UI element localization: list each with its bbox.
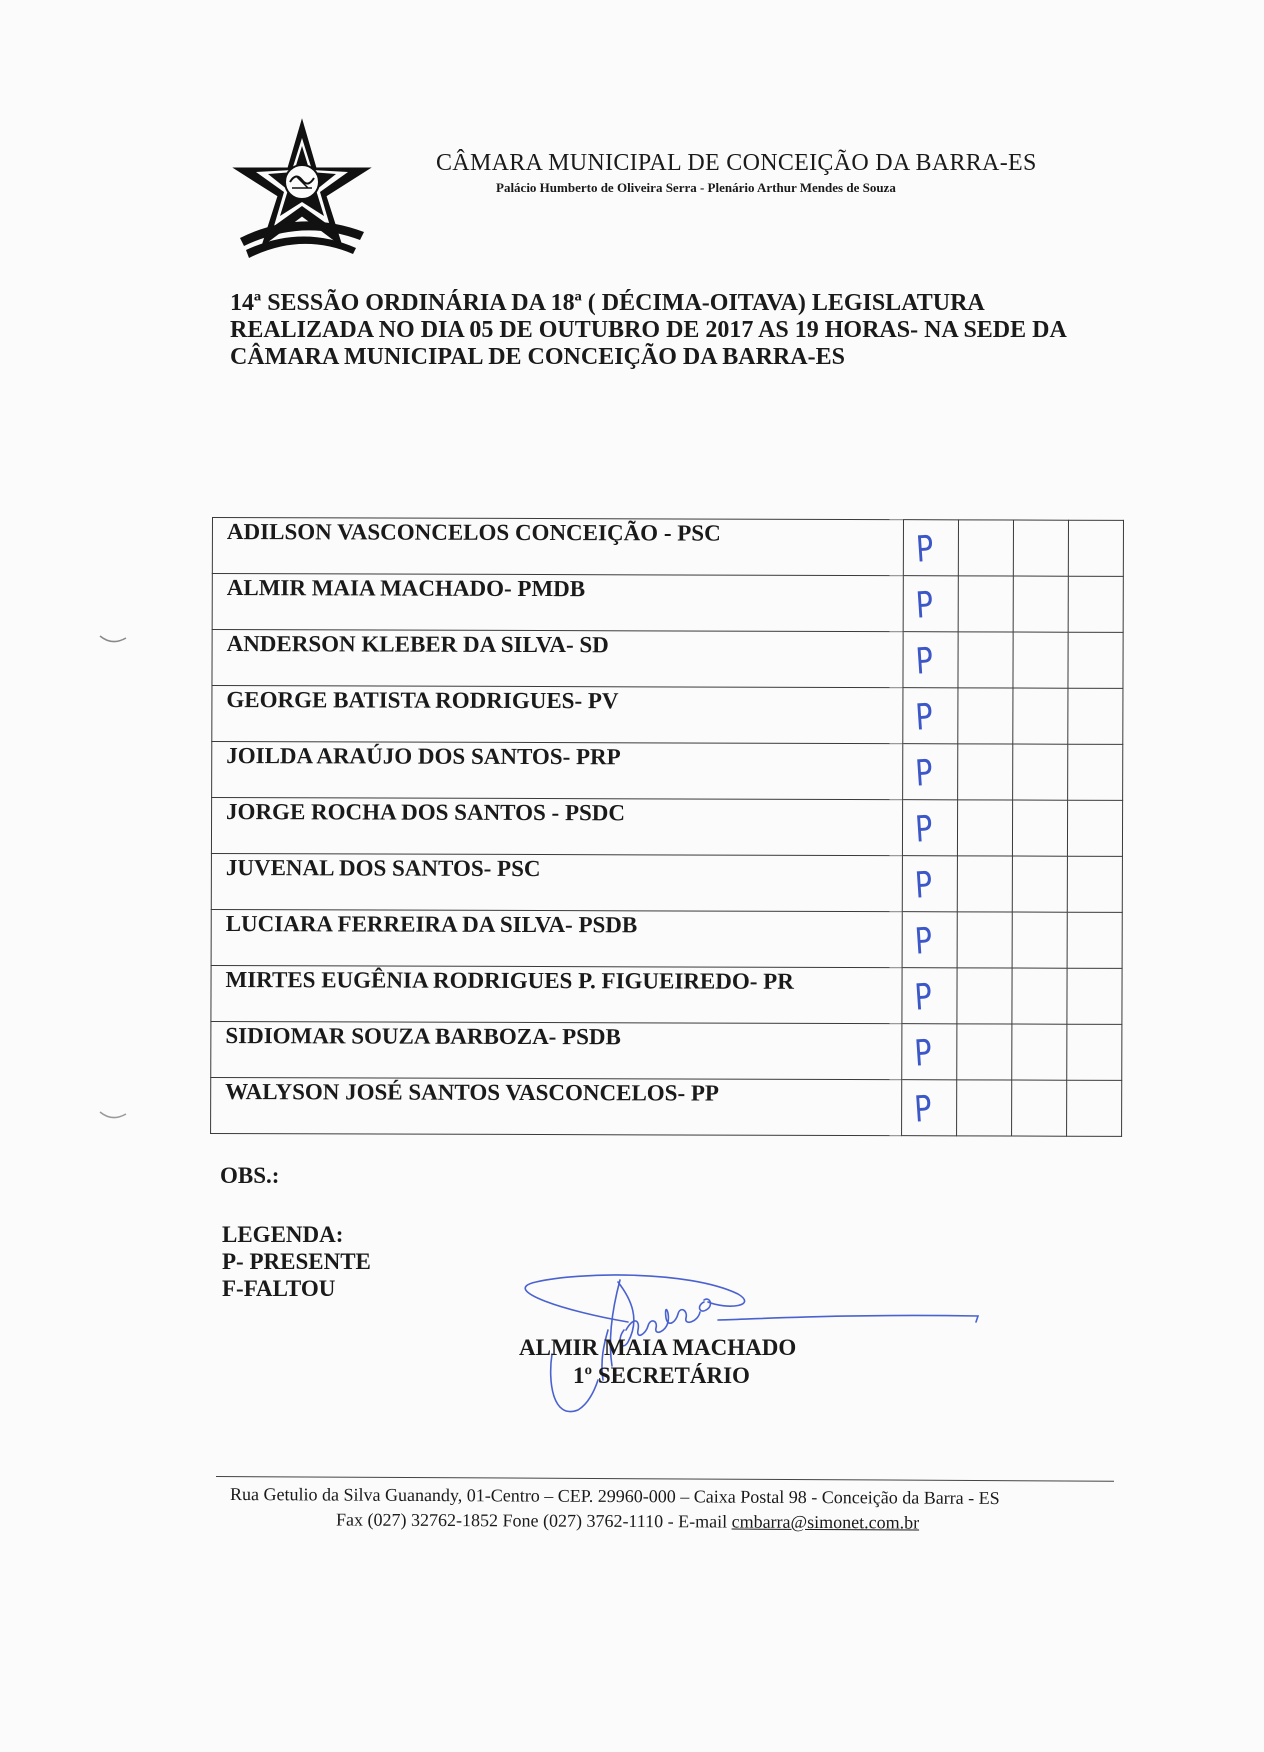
empty-mark-cell <box>958 520 1013 576</box>
handwritten-mark: P <box>913 752 935 795</box>
handwritten-mark: P <box>914 584 935 627</box>
obs-label: OBS.: <box>220 1163 280 1188</box>
member-name: LUCIARA FERREIRA DA SILVA- PSDB <box>225 911 638 938</box>
handwritten-mark: P <box>913 808 934 851</box>
legend-present: P- PRESENTE <box>222 1249 371 1274</box>
empty-mark-cell <box>1013 744 1068 800</box>
attendance-row <box>212 630 1123 689</box>
empty-mark-cell <box>1012 968 1067 1024</box>
member-name-cell <box>211 965 902 1023</box>
attendance-mark-cell <box>903 520 958 576</box>
member-name: JORGE ROCHA DOS SANTOS - PSDC <box>226 799 626 826</box>
attendance-mark-cell <box>902 856 957 912</box>
attendance-row <box>211 965 1122 1024</box>
member-name: ADILSON VASCONCELOS CONCEIÇÃO - PSC <box>226 519 721 546</box>
attendance-mark-cell <box>903 744 958 800</box>
municipal-emblem-icon <box>232 118 372 258</box>
session-heading <box>230 290 1110 371</box>
member-name-cell <box>211 909 902 967</box>
empty-mark-cell <box>958 632 1013 688</box>
empty-mark-cell <box>1067 968 1122 1024</box>
attendance-row <box>211 798 1122 857</box>
footer-email-link[interactable]: cmbarra@simonet.com.br <box>731 1511 920 1533</box>
member-name-cell <box>212 742 903 800</box>
signatory-role: 1º SECRETÁRIO <box>573 1363 750 1388</box>
empty-mark-cell <box>1013 632 1068 688</box>
empty-mark-cell <box>1068 632 1123 688</box>
handwritten-mark: P <box>914 696 935 739</box>
empty-mark-cell <box>1068 520 1123 576</box>
empty-mark-cell <box>1012 800 1067 856</box>
attendance-table <box>210 517 1124 1137</box>
attendance-mark-cell <box>903 688 958 744</box>
handwritten-mark: P <box>913 920 934 963</box>
empty-mark-cell <box>1012 912 1067 968</box>
empty-mark-cell <box>1013 520 1068 576</box>
empty-mark-cell <box>1067 912 1122 968</box>
member-name: SIDIOMAR SOUZA BARBOZA- PSDB <box>225 1023 621 1050</box>
empty-mark-cell <box>1012 1024 1067 1080</box>
empty-mark-cell <box>957 800 1012 856</box>
member-name-cell <box>212 574 903 632</box>
institution-subtitle: Palácio Humberto de Oliveira Serra - Plenário Arthur Mendes de Souza <box>496 180 896 195</box>
member-name-cell <box>211 1021 902 1079</box>
attendance-mark-cell <box>903 576 958 632</box>
member-name: GEORGE BATISTA RODRIGUES- PV <box>226 687 619 714</box>
legend <box>222 1221 371 1302</box>
empty-mark-cell <box>1013 688 1068 744</box>
footer-contact-text: Fax (027) 32762-1852 Fone (027) 3762-1110 - E-mail <box>335 1509 732 1532</box>
member-name: WALYSON JOSÉ SANTOS VASCONCELOS- PP <box>225 1079 720 1106</box>
punch-hole-mark-icon <box>98 632 128 652</box>
session-line-2: REALIZADA NO DIA 05 DE OUTUBRO DE 2017 AS 19 HORAS- NA SEDE DA <box>230 317 1067 343</box>
handwritten-mark: P <box>912 1088 933 1131</box>
empty-mark-cell <box>958 688 1013 744</box>
footer-address: Rua Getulio da Silva Guanandy, 01-Centro – CEP. 29960-000 – Caixa Postal 98 - Conceição da Barra - ES <box>229 1483 1000 1509</box>
member-name-cell <box>211 853 902 911</box>
institution-name: CÂMARA MUNICIPAL DE CONCEIÇÃO DA BARRA-ES <box>436 150 1037 176</box>
empty-mark-cell <box>957 912 1012 968</box>
member-name: JUVENAL DOS SANTOS- PSC <box>225 855 541 882</box>
signatory-name: ALMIR MAIA MACHADO <box>519 1335 797 1360</box>
empty-mark-cell <box>1067 856 1122 912</box>
member-name-cell <box>212 518 903 576</box>
empty-mark-cell <box>957 1080 1012 1136</box>
attendance-row <box>212 518 1123 577</box>
handwritten-mark: P <box>913 1032 934 1075</box>
handwritten-mark: P <box>914 640 935 683</box>
empty-mark-cell <box>958 576 1013 632</box>
empty-mark-cell <box>957 856 1012 912</box>
attendance-row <box>212 686 1123 745</box>
member-name-cell <box>211 1077 902 1135</box>
attendance-row <box>211 909 1122 968</box>
attendance-mark-cell <box>902 968 957 1024</box>
empty-mark-cell <box>1012 856 1067 912</box>
session-line-3: CÂMARA MUNICIPAL DE CONCEIÇÃO DA BARRA-ES <box>230 344 845 370</box>
attendance-mark-cell <box>902 1024 957 1080</box>
empty-mark-cell <box>1068 744 1123 800</box>
member-name-cell <box>212 686 903 744</box>
member-name: ANDERSON KLEBER DA SILVA- SD <box>226 631 609 658</box>
attendance-row <box>211 853 1122 912</box>
empty-mark-cell <box>957 1024 1012 1080</box>
attendance-row <box>212 574 1123 633</box>
empty-mark-cell <box>1013 576 1068 632</box>
legend-absent: F-FALTOU <box>222 1276 336 1301</box>
attendance-mark-cell <box>902 800 957 856</box>
handwritten-mark: P <box>913 976 934 1019</box>
attendance-row <box>212 742 1123 801</box>
empty-mark-cell <box>1067 1080 1122 1136</box>
empty-mark-cell <box>1068 688 1123 744</box>
footer-contact <box>336 1509 919 1533</box>
member-name: ALMIR MAIA MACHADO- PMDB <box>226 575 586 602</box>
empty-mark-cell <box>1067 1024 1122 1080</box>
handwritten-mark: P <box>913 864 934 907</box>
attendance-mark-cell <box>903 632 958 688</box>
member-name-cell <box>212 630 903 688</box>
member-name: MIRTES EUGÊNIA RODRIGUES P. FIGUEIREDO- PR <box>225 967 794 994</box>
member-name-cell <box>211 798 902 856</box>
empty-mark-cell <box>1067 800 1122 856</box>
punch-hole-mark-icon <box>98 1108 128 1128</box>
legend-title: LEGENDA: <box>222 1222 344 1247</box>
member-name: JOILDA ARAÚJO DOS SANTOS- PRP <box>226 743 621 770</box>
empty-mark-cell <box>1012 1080 1067 1136</box>
attendance-row <box>211 1021 1122 1080</box>
empty-mark-cell <box>957 968 1012 1024</box>
empty-mark-cell <box>1068 576 1123 632</box>
attendance-mark-cell <box>902 1080 957 1136</box>
handwritten-mark: P <box>914 528 935 571</box>
empty-mark-cell <box>958 744 1013 800</box>
footer-divider <box>216 1476 1114 1482</box>
session-line-1: 14ª SESSÃO ORDINÁRIA DA 18ª ( DÉCIMA-OITAVA) LEGISLATURA <box>230 290 985 316</box>
attendance-row <box>211 1077 1122 1136</box>
attendance-mark-cell <box>902 912 957 968</box>
